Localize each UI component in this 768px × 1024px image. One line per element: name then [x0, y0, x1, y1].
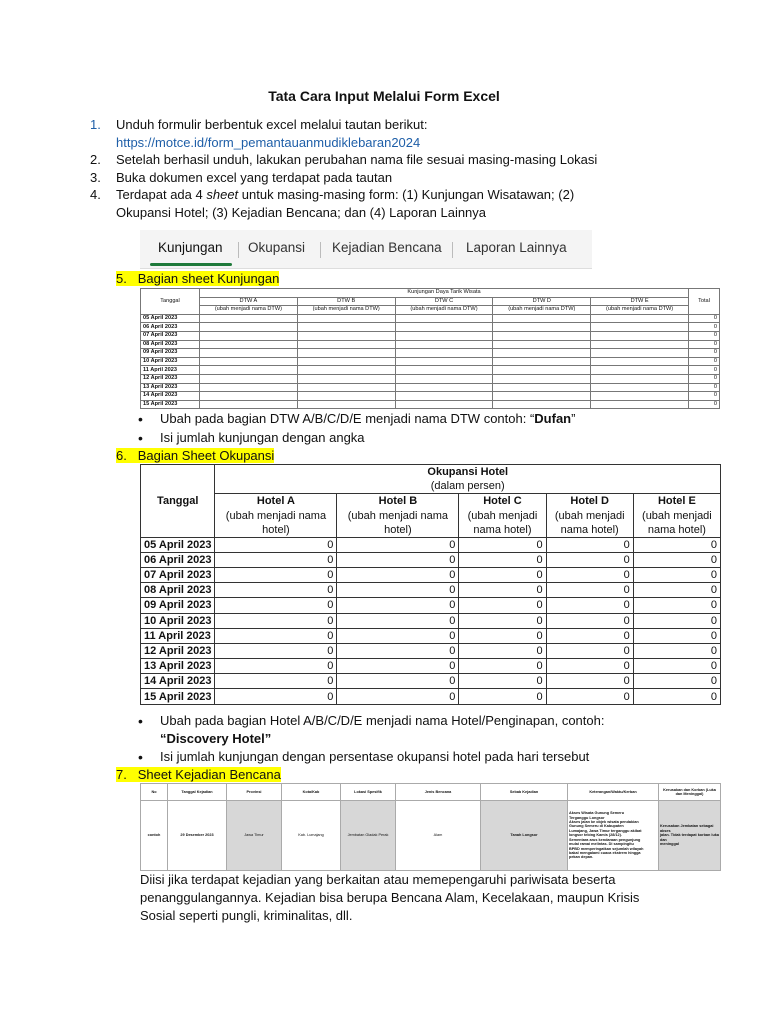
section-6-label: Bagian Sheet Okupansi: [137, 448, 275, 463]
occupancy-cell[interactable]: 0: [546, 628, 633, 643]
occupancy-cell[interactable]: 0: [546, 567, 633, 582]
occupancy-cell[interactable]: 0: [215, 689, 337, 704]
col-tanggal-kejadian: Tanggal Kejadian: [168, 784, 227, 801]
dtw-value-cell[interactable]: [395, 400, 493, 409]
table-row: [141, 537, 721, 552]
dtw-value-cell[interactable]: [200, 323, 298, 332]
bullet-6-2-text: Isi jumlah kunjungan dengan persentase okupansi hotel pada hari tersebut: [160, 749, 590, 764]
date-cell: 10 April 2023: [141, 613, 215, 628]
occupancy-cell[interactable]: 0: [337, 628, 459, 643]
table-row: [141, 357, 720, 366]
cell-tanggal: 29 Desember 2023: [168, 801, 227, 871]
dtw-value-cell[interactable]: [395, 349, 493, 358]
section-7-heading: [116, 766, 281, 783]
step-3-number: 3.: [90, 170, 101, 185]
dtw-value-cell[interactable]: [591, 400, 689, 409]
kunjungan-table: [140, 288, 720, 409]
bullet-5-1: [160, 410, 575, 428]
date-cell: 11 April 2023: [141, 628, 215, 643]
closing-line-3: Sosial seperti pungli, kriminalitas, dll.: [140, 908, 353, 923]
bullet-5-1-text-b: Dufan: [534, 411, 572, 426]
col-dtw-d: DTW D: [493, 297, 591, 306]
table-row: [141, 674, 721, 689]
dtw-value-cell[interactable]: [591, 383, 689, 392]
table-row: [141, 314, 720, 323]
dtw-value-cell[interactable]: [493, 383, 591, 392]
occupancy-cell[interactable]: 0: [546, 598, 633, 613]
hotel-a-note: (ubah menjadi nama hotel): [215, 509, 337, 538]
col-no: No: [141, 784, 168, 801]
col-dtw-c: DTW C: [395, 297, 493, 306]
dtw-value-cell[interactable]: [591, 314, 689, 323]
occupancy-cell[interactable]: 0: [337, 583, 459, 598]
kerusakan-line: jalan. Tidak terdapat korban luka dan: [660, 833, 720, 842]
occupancy-cell[interactable]: 0: [337, 674, 459, 689]
dtw-value-cell[interactable]: [200, 383, 298, 392]
occupancy-cell[interactable]: 0: [215, 659, 337, 674]
keterangan-line: pekan depan.: [569, 855, 594, 860]
section-6-number: 6.: [116, 448, 127, 463]
dtw-value-cell[interactable]: [297, 392, 395, 401]
date-cell: 11 April 2023: [141, 366, 200, 375]
occupancy-cell[interactable]: 0: [215, 583, 337, 598]
dtw-value-cell[interactable]: [591, 349, 689, 358]
keterangan-line: mulai ramai melintas. Di sampingitu: [569, 842, 634, 847]
dtw-value-cell[interactable]: [591, 357, 689, 366]
closing-line-1: Diisi jika terdapat kejadian yang berkaitan atau memepengaruhi pariwisata beserta: [140, 872, 616, 887]
table-row: [141, 567, 721, 582]
table-row: [141, 323, 720, 332]
tab-separator: [452, 242, 453, 258]
dtw-value-cell[interactable]: [395, 366, 493, 375]
tab-separator: [238, 242, 239, 258]
col-hotel-c: Hotel C: [459, 494, 546, 509]
occupancy-cell[interactable]: 0: [215, 674, 337, 689]
page-title: Tata Cara Input Melalui Form Excel: [268, 88, 500, 104]
col-provinsi: Provinsi: [227, 784, 282, 801]
col-dtw-a: DTW A: [200, 297, 298, 306]
hotel-c-note: (ubah menjadi nama hotel): [459, 509, 546, 538]
keterangan-line: Lumajang, Jawa Timur terganggu akibat: [569, 828, 642, 833]
step-4-text-a: Terdapat ada 4: [116, 187, 207, 202]
bullet-6-1-example: “Discovery Hotel”: [160, 731, 272, 746]
dtw-note: (ubah menjadi nama DTW): [591, 306, 689, 315]
dtw-value-cell[interactable]: [395, 392, 493, 401]
col-total: Total: [689, 289, 720, 315]
date-cell: 15 April 2023: [141, 689, 215, 704]
occupancy-cell[interactable]: 0: [459, 689, 546, 704]
bullet-5-2-text: Isi jumlah kunjungan dengan angka: [160, 430, 365, 445]
occupancy-cell[interactable]: 0: [633, 537, 720, 552]
dtw-value-cell[interactable]: [493, 340, 591, 349]
occupancy-cell[interactable]: 0: [337, 643, 459, 658]
keterangan-line: Gunung Semeru di Kabupaten: [569, 824, 624, 829]
section-5-number: 5.: [116, 271, 127, 286]
occupancy-cell[interactable]: 0: [337, 598, 459, 613]
section-6-heading: [116, 447, 274, 464]
sheet-tabs: [140, 230, 592, 269]
total-cell: 0: [689, 366, 720, 375]
total-cell: 0: [689, 349, 720, 358]
hotel-b-note: (ubah menjadi nama hotel): [337, 509, 459, 538]
table-row: [141, 552, 721, 567]
dtw-note: (ubah menjadi nama DTW): [200, 306, 298, 315]
occupancy-cell[interactable]: 0: [633, 583, 720, 598]
step-1-number: 1.: [90, 117, 101, 132]
tab-kunjungan[interactable]: Kunjungan: [158, 240, 223, 255]
step-1-text: Unduh formulir berbentuk excel melalui tautan berikut:: [116, 117, 428, 132]
dtw-value-cell[interactable]: [200, 331, 298, 340]
total-cell: 0: [689, 383, 720, 392]
occupancy-cell[interactable]: 0: [546, 643, 633, 658]
dtw-value-cell[interactable]: [297, 400, 395, 409]
occupancy-cell[interactable]: 0: [215, 537, 337, 552]
col-dtw-e: DTW E: [591, 297, 689, 306]
occupancy-cell[interactable]: 0: [459, 598, 546, 613]
date-cell: 06 April 2023: [141, 552, 215, 567]
table-row: [141, 613, 721, 628]
dtw-value-cell[interactable]: [200, 392, 298, 401]
cell-sebab: Tanah Longsor: [481, 801, 568, 871]
keterangan-line: Terganggu Longsor: [569, 815, 605, 820]
occupancy-cell[interactable]: 0: [215, 613, 337, 628]
dtw-value-cell[interactable]: [200, 357, 298, 366]
occupancy-cell[interactable]: 0: [459, 643, 546, 658]
date-cell: 09 April 2023: [141, 598, 215, 613]
total-cell: 0: [689, 357, 720, 366]
total-cell: 0: [689, 400, 720, 409]
occupancy-cell[interactable]: 0: [459, 567, 546, 582]
table-row: [141, 400, 720, 409]
bullet-6-1-text: Ubah pada bagian Hotel A/B/C/D/E menjadi nama Hotel/Penginapan, contoh:: [160, 713, 605, 728]
dtw-value-cell[interactable]: [591, 366, 689, 375]
occupancy-cell[interactable]: 0: [337, 537, 459, 552]
hotel-e-note: (ubah menjadi nama hotel): [633, 509, 720, 538]
dtw-value-cell[interactable]: [200, 366, 298, 375]
col-lokasi: Lokasi Spesifik: [341, 784, 396, 801]
dtw-value-cell[interactable]: [493, 349, 591, 358]
date-cell: 12 April 2023: [141, 374, 200, 383]
occupancy-cell[interactable]: 0: [633, 567, 720, 582]
step-3: [90, 169, 393, 187]
date-cell: 12 April 2023: [141, 643, 215, 658]
occupancy-cell[interactable]: 0: [215, 643, 337, 658]
occupancy-cell[interactable]: 0: [633, 659, 720, 674]
col-kerusakan: Kerusakan dan Korban (Luka dan Meninggal): [659, 784, 721, 801]
okupansi-table: [140, 464, 721, 705]
dtw-value-cell[interactable]: [200, 349, 298, 358]
occupancy-cell[interactable]: 0: [215, 552, 337, 567]
table-row: [141, 383, 720, 392]
col-hotel-a: Hotel A: [215, 494, 337, 509]
date-cell: 14 April 2023: [141, 674, 215, 689]
bullet-5-2: [160, 429, 365, 447]
table-row: [141, 331, 720, 340]
dtw-value-cell[interactable]: [297, 314, 395, 323]
dtw-value-cell[interactable]: [395, 340, 493, 349]
total-cell: 0: [689, 392, 720, 401]
table-row: [141, 689, 721, 704]
date-cell: 08 April 2023: [141, 340, 200, 349]
cell-provinsi: Jawa Timur: [227, 801, 282, 871]
dtw-value-cell[interactable]: [395, 374, 493, 383]
date-cell: 05 April 2023: [141, 314, 200, 323]
occupancy-cell[interactable]: 0: [337, 567, 459, 582]
dtw-value-cell[interactable]: [493, 374, 591, 383]
step-1: [90, 116, 428, 152]
date-cell: 07 April 2023: [141, 331, 200, 340]
cell-no: contoh: [141, 801, 168, 871]
dtw-value-cell[interactable]: [493, 314, 591, 323]
dtw-value-cell[interactable]: [297, 331, 395, 340]
section-7-number: 7.: [116, 767, 127, 782]
occupancy-cell[interactable]: 0: [633, 552, 720, 567]
keterangan-line: Akses Wisata Gunung Semeru: [569, 811, 625, 816]
occupancy-cell[interactable]: 0: [546, 674, 633, 689]
step-4-text-em: sheet: [206, 187, 239, 202]
date-cell: 07 April 2023: [141, 567, 215, 582]
dtw-value-cell[interactable]: [297, 323, 395, 332]
cell-keterangan: [568, 801, 659, 871]
date-cell: 10 April 2023: [141, 357, 200, 366]
dtw-value-cell[interactable]: [395, 383, 493, 392]
cell-jenis: Alam: [396, 801, 481, 871]
col-hotel-b: Hotel B: [337, 494, 459, 509]
bullet-5-1-text-a: Ubah pada bagian DTW A/B/C/D/E menjadi nama DTW contoh: “: [160, 411, 535, 426]
keterangan-line: Akses jalan ke objek wisata pendakian: [569, 820, 639, 825]
table-row: [141, 366, 720, 375]
dtw-value-cell[interactable]: [200, 340, 298, 349]
occupancy-cell[interactable]: 0: [633, 674, 720, 689]
dtw-value-cell[interactable]: [493, 392, 591, 401]
occupancy-cell[interactable]: 0: [215, 628, 337, 643]
bullet-5-1-text-c: ”: [571, 411, 576, 426]
step-2-number: 2.: [90, 152, 101, 167]
col-sebab: Sebab Kejadian: [481, 784, 568, 801]
occupancy-cell[interactable]: 0: [459, 659, 546, 674]
keterangan-line: BPBD memperingatkan sejumlah wilayah: [569, 846, 644, 851]
closing-paragraph: [140, 871, 680, 925]
dtw-note: (ubah menjadi nama DTW): [297, 306, 395, 315]
dtw-value-cell[interactable]: [395, 314, 493, 323]
cell-lokasi: Jembatan Gladak Perak: [341, 801, 396, 871]
dtw-value-cell[interactable]: [200, 374, 298, 383]
dtw-value-cell[interactable]: [493, 331, 591, 340]
occupancy-cell[interactable]: 0: [459, 674, 546, 689]
step-2-text: Setelah berhasil unduh, lakukan perubahan nama file sesuai masing-masing Lokasi: [116, 152, 598, 167]
dtw-value-cell[interactable]: [591, 392, 689, 401]
bullet-6-2: [160, 748, 589, 766]
tab-okupansi[interactable]: Okupansi: [248, 240, 306, 255]
dtw-value-cell[interactable]: [395, 323, 493, 332]
dtw-value-cell[interactable]: [297, 366, 395, 375]
total-cell: 0: [689, 340, 720, 349]
dtw-note: (ubah menjadi nama DTW): [395, 306, 493, 315]
dtw-value-cell[interactable]: [493, 366, 591, 375]
date-cell: 13 April 2023: [141, 383, 200, 392]
occupancy-cell[interactable]: 0: [546, 583, 633, 598]
col-tanggal: Tanggal: [141, 289, 200, 315]
occupancy-cell[interactable]: 0: [337, 659, 459, 674]
kejadian-table: [140, 783, 721, 871]
dtw-value-cell[interactable]: [493, 400, 591, 409]
table-row: [141, 583, 721, 598]
occupancy-cell[interactable]: 0: [337, 613, 459, 628]
dtw-value-cell[interactable]: [297, 357, 395, 366]
keterangan-line: longsor tebing Kamis (28/12).: [569, 833, 622, 838]
occupancy-cell[interactable]: 0: [459, 613, 546, 628]
bullet-6-1: [160, 712, 604, 748]
col-jenis-bencana: Jenis Bencana: [396, 784, 481, 801]
total-cell: 0: [689, 323, 720, 332]
dtw-value-cell[interactable]: [395, 357, 493, 366]
total-cell: 0: [689, 331, 720, 340]
occupancy-cell[interactable]: 0: [633, 598, 720, 613]
group-header: Okupansi Hotel: [215, 465, 721, 480]
col-tanggal: Tanggal: [141, 465, 215, 538]
dtw-note: (ubah menjadi nama DTW): [493, 306, 591, 315]
date-cell: 08 April 2023: [141, 583, 215, 598]
table-row: [141, 659, 721, 674]
hotel-d-note: (ubah menjadi nama hotel): [546, 509, 633, 538]
col-kota-kab: Kota/Kab: [282, 784, 341, 801]
tab-kejadian-bencana[interactable]: Kejadian Bencana: [332, 240, 442, 255]
dtw-value-cell[interactable]: [297, 374, 395, 383]
dtw-value-cell[interactable]: [591, 340, 689, 349]
kerusakan-line: meninggal: [660, 842, 679, 847]
dtw-value-cell[interactable]: [591, 323, 689, 332]
keterangan-line: Sementara arus kendaraan pengunjung: [569, 837, 641, 842]
tab-separator: [320, 242, 321, 258]
closing-line-2: penanggulangannya. Kejadian bisa berupa Bencana Alam, Kecelakaan, maupun Krisis: [140, 890, 640, 905]
total-cell: 0: [689, 314, 720, 323]
table-row: [141, 628, 721, 643]
col-dtw-b: DTW B: [297, 297, 395, 306]
dtw-value-cell[interactable]: [297, 349, 395, 358]
occupancy-cell[interactable]: 0: [546, 613, 633, 628]
table-row: [141, 392, 720, 401]
occupancy-cell[interactable]: 0: [546, 552, 633, 567]
table-row: [141, 643, 721, 658]
table-row: [141, 340, 720, 349]
dtw-value-cell[interactable]: [493, 357, 591, 366]
keterangan-line: bakal mengalami cuaca ekstrem hingga: [569, 850, 641, 855]
step-4-text-b: untuk masing-masing form: (1) Kunjungan Wisatawan; (2): [238, 187, 575, 202]
date-cell: 05 April 2023: [141, 537, 215, 552]
date-cell: 09 April 2023: [141, 349, 200, 358]
tab-laporan-lainnya[interactable]: Laporan Lainnya: [466, 240, 567, 255]
occupancy-cell[interactable]: 0: [459, 537, 546, 552]
dtw-value-cell[interactable]: [395, 331, 493, 340]
kerusakan-line: Kerusakan Jembatan sebagai akses: [660, 824, 714, 833]
step-3-text: Buka dokumen excel yang terdapat pada tautan: [116, 170, 393, 185]
form-download-link[interactable]: https://motce.id/form_pemantauanmudiklebaran2024: [116, 135, 421, 150]
table-row: [141, 374, 720, 383]
section-5-heading: [116, 270, 279, 287]
group-header: Kunjungan Daya Tarik Wisata: [200, 289, 689, 298]
date-cell: 14 April 2023: [141, 392, 200, 401]
dtw-value-cell[interactable]: [297, 383, 395, 392]
occupancy-cell[interactable]: 0: [337, 552, 459, 567]
occupancy-cell[interactable]: 0: [546, 689, 633, 704]
occupancy-cell[interactable]: 0: [546, 659, 633, 674]
group-sub: (dalam persen): [215, 479, 721, 494]
dtw-value-cell[interactable]: [200, 400, 298, 409]
active-tab-indicator: [150, 263, 232, 266]
occupancy-cell[interactable]: 0: [337, 689, 459, 704]
col-hotel-e: Hotel E: [633, 494, 720, 509]
occupancy-cell[interactable]: 0: [459, 583, 546, 598]
dtw-value-cell[interactable]: [200, 314, 298, 323]
date-cell: 15 April 2023: [141, 400, 200, 409]
step-2: [90, 151, 598, 169]
occupancy-cell[interactable]: 0: [633, 643, 720, 658]
dtw-value-cell[interactable]: [591, 374, 689, 383]
section-7-label: Sheet Kejadian Bencana: [137, 767, 281, 782]
occupancy-cell[interactable]: 0: [459, 552, 546, 567]
dtw-value-cell[interactable]: [493, 323, 591, 332]
dtw-value-cell[interactable]: [591, 331, 689, 340]
date-cell: 13 April 2023: [141, 659, 215, 674]
col-keterangan: Keterangan/Waktu/Kerban: [568, 784, 659, 801]
occupancy-cell[interactable]: 0: [546, 537, 633, 552]
step-4-number: 4.: [90, 187, 101, 202]
section-5-label: Bagian sheet Kunjungan: [137, 271, 280, 286]
col-hotel-d: Hotel D: [546, 494, 633, 509]
total-cell: 0: [689, 374, 720, 383]
step-4-text-line2: Okupansi Hotel; (3) Kejadian Bencana; dan (4) Laporan Lainnya: [116, 205, 487, 220]
table-row: [141, 598, 721, 613]
occupancy-cell[interactable]: 0: [215, 567, 337, 582]
occupancy-cell[interactable]: 0: [633, 613, 720, 628]
date-cell: 06 April 2023: [141, 323, 200, 332]
cell-kota: Kab. Lumajang: [282, 801, 341, 871]
occupancy-cell[interactable]: 0: [215, 598, 337, 613]
occupancy-cell[interactable]: 0: [459, 628, 546, 643]
cell-kerusakan: [659, 801, 721, 871]
dtw-value-cell[interactable]: [297, 340, 395, 349]
step-4: [90, 186, 575, 222]
table-row: [141, 349, 720, 358]
occupancy-cell[interactable]: 0: [633, 689, 720, 704]
occupancy-cell[interactable]: 0: [633, 628, 720, 643]
